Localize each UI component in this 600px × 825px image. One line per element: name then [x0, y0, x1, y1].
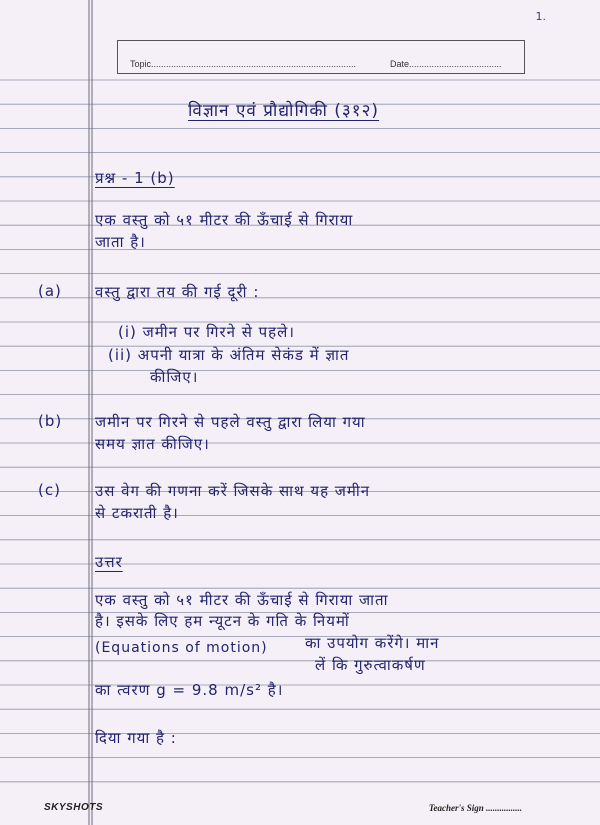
- part-a-label: (a): [38, 282, 62, 300]
- page-number: 1.: [535, 10, 546, 23]
- answer-line4: लें कि गुरुत्वाकर्षण: [315, 656, 426, 674]
- answer-line2: है। इसके लिए हम न्यूटन के गति के नियमों: [95, 612, 350, 630]
- question-heading: प्रश्न - 1 (b): [95, 169, 175, 187]
- part-b-line2: समय ज्ञात कीजिए।: [95, 435, 210, 453]
- question-intro-line1: एक वस्तु को ५१ मीटर की ऊँचाई से गिराया: [95, 211, 354, 229]
- part-a-i: (i) जमीन पर गिरने से पहले।: [118, 323, 295, 341]
- page-title: विज्ञान एवं प्रौद्योगिकी (३१२): [188, 101, 380, 121]
- answer-heading: उत्तर: [95, 553, 123, 571]
- part-a-ii: (ii) अपनी यात्रा के अंतिम सेकंड में ज्ञात: [108, 346, 350, 364]
- date-label: Date.....................................: [390, 59, 502, 69]
- answer-line5: का त्वरण g = 9.8 m/s² है।: [95, 681, 284, 699]
- part-a-ii-cont: कीजिए।: [150, 368, 199, 386]
- answer-line3b: का उपयोग करेंगे। मान: [305, 634, 440, 652]
- topic-label: Topic..................................................................................: [130, 59, 357, 69]
- part-b-label: (b): [38, 412, 63, 430]
- part-c-line2: से टकराती है।: [95, 504, 179, 522]
- topic-date-box: [117, 40, 525, 74]
- part-c-line1: उस वेग की गणना करें जिसके साथ यह जमीन: [95, 482, 371, 500]
- answer-line6: दिया गया है :: [95, 729, 177, 747]
- part-c-label: (c): [38, 481, 61, 499]
- answer-line3a: (Equations of motion): [95, 640, 268, 656]
- skyshots-logo: SKYSHOTS: [44, 802, 104, 813]
- part-a-text: वस्तु द्वारा तय की गई दूरी :: [95, 283, 260, 301]
- question-intro-line2: जाता है।: [95, 233, 146, 251]
- answer-line1: एक वस्तु को ५१ मीटर की ऊँचाई से गिराया जाता: [95, 591, 389, 609]
- part-b-line1: जमीन पर गिरने से पहले वस्तु द्वारा लिया गया: [95, 413, 366, 431]
- teacher-sign-label: Teacher's Sign ................: [428, 803, 522, 813]
